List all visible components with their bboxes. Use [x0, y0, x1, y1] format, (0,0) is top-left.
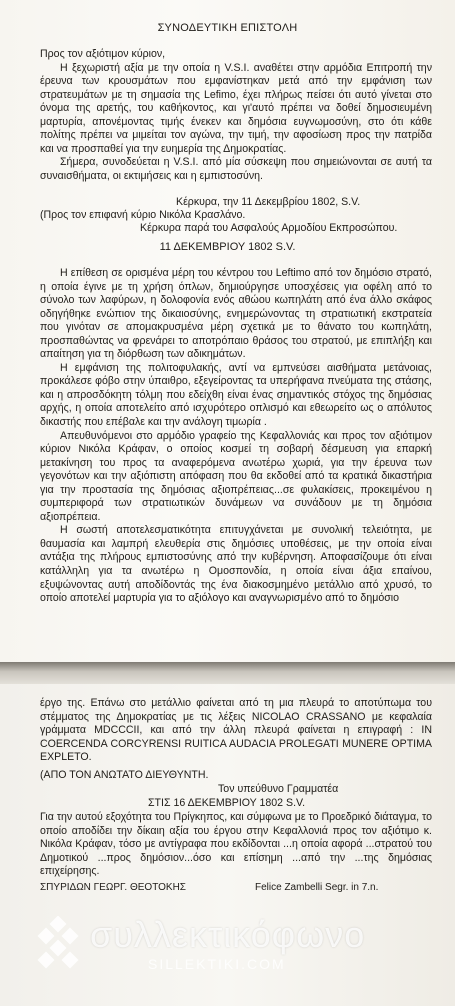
decree-paragraph-6: Για την αυτού εξοχότητα του Πρίγκηπος, και σύμφωνα με το Προεδρικό διάταγμα, το οποίο αποδίδει την δίκαιη αξία του έργου στην Κεφαλλονιά προς τον αξιότιμο κ. Νικόλα Κράφαν, τόσο με αντίγραφα που εκδίδονται ...η οποία αφορά ...στρατού του Δημοτικού ...προς δημόσιον...όσο και επίσημη ...από την ...της δημόσιας επιχείρησης. [40, 811, 432, 878]
second-date-line: ΣΤΙΣ 16 ΔΕΚΕΜΒΡΙΟΥ 1802 S.V. [148, 797, 306, 809]
secretary-line: Τον υπεύθυνο Γραμματέα [218, 783, 339, 795]
page-fold [0, 662, 455, 686]
signature-right: Felice Zambelli Segr. in 7.n. [255, 882, 379, 893]
letter-title: ΣΥΝΟΔΕΥΤΙΚΗ ΕΠΙΣΤΟΛΗ [157, 22, 298, 34]
letter-salutation: Προς τον αξιότιμον κύριον, [40, 48, 166, 60]
decree-paragraph-4: Η σωστή αποτελεσματικότητα επιτυγχάνεται με συνολική τελειότητα, με θαυμασία και λαμπρή ελευθερία στις δημόσιες υποθέσεις, με την οποία είναι αντάξια της πλήρους εμπιστοσύνης από την κυβέρνηση. Αποφασίζουμε ότι είναι κατάλληλη για τα ανωτέρω η Ομοσπονδία, η οποία είναι άξια επαίνου, εξυψώνοντας αυτή αποδίδοντάς της ένα διακοσμημένο μετάλλιο από χρυσό, το οποίο αποτελεί μαρτυρία για το αξιόλογο και αναγνωρισμένο από το δημόσιο [40, 524, 432, 605]
letter-paragraph-1: Η ξεχωριστή αξία με την οποία η V.S.I. αναθέτει στην αρμόδια Επιτροπή την έρευνα των κρουσμάτων που εμφανίστηκαν μετά από την εμφάνιση των στρατευμάτων με τη σημασία της Lefimo, έχει πλήρως πείσει ότι αυτό γίνεται στο όνομα της αρετής, του καθήκοντος, και γι'αυτό πρέπει να δοθεί δημοσιευμένη μαρτυρία, απονέμοντας τιμής ένεκεν και δημόσια ευγνωμοσύνη, στο ότι κάθε πολίτης πρέπει να μιμείται τον αγώνα, την τιμή, την αφοσίωση προς την πατρίδα και να προσπαθεί για την ευημερία της Δημοκρατίας. [40, 61, 432, 155]
grid-logo-icon [30, 916, 86, 972]
final-decree [40, 811, 432, 879]
decree-date-heading: 11 ΔΕΚΕΜΒΡΙΟΥ 1802 S.V. [159, 241, 296, 253]
watermark [20, 912, 440, 982]
signature-left: ΣΠΥΡΙΔΩΝ ΓΕΩΡΓ. ΘΕΟΤΟΚΗΣ [40, 882, 186, 893]
decree-paragraph-5: έργο της. Επάνω στο μετάλλιο φαίνεται από τη μια πλευρά το αποτύπωμα του στέμματος της Δημοκρατίας με τις λέξεις NICOLAO CRASSANO με κεφαλαία γράμματα MDCCCII, και από την άλλη πλευρά φαίνεται η επιγραφή : IN COERCENDA CORCYRENSI RUITICA AUDACIA PROLEGATI MUNERE OPTIMA EXPLETO. [40, 697, 432, 764]
awarder-line: (ΑΠΟ ΤΟΝ ΑΝΩΤΑΤΟ ΔΙΕΥΘΥΝΤΗ. [40, 769, 209, 781]
decree-continuation [40, 697, 432, 765]
letter-signed-by: Κέρκυρα παρά του Ασφαλούς Αρμοδίου Εκπροσώπου. [140, 222, 398, 234]
decree-paragraph-2: Η εμφάνιση της πολιτοφυλακής, αντί να εμπνεύσει αισθήματα μετάνοιας, προκάλεσε φόβο στην ύπαιθρο, εξεγείροντας τα υπερήφανα πνεύματα της στάσης, και η απροσδόκητη τόλμη που εδείχθη είναι ένας σημαντικός στόχος της δημόσιας αρχής, η οποία αποτελείτο από ισχυρότερο οπλισμό και εθεωρείτο ως ο απόλυτος δικαστής που επέβαλε και την ανάλογη τιμωρία . [40, 361, 432, 429]
cover-letter [40, 48, 432, 183]
decree-paragraph-1: Η επίθεση σε ορισμένα μέρη του κέντρου του Leftimo από τον δημόσιο στρατό, η οποία έγινε με τη χρήση όπλων, δημιούργησε υποσχέσεις για οφέλη από το σύνολο των λαφύρων, η δολοφονία ενός αθώου κωπηλάτη από ένα άλλο σκάφος οδηγήθηκε ενώπιον της δικαιοσύνης, ενημερώνοντας τη στρατιωτική εκστρατεία που γινόταν σε απομακρυσμένα μέρη σχετικά με το θάνατο του κωπηλάτη, προσπαθώντας να φρενάρει το αποτρόπαιο θράσος του στρατού, με επιπλήξη και απαίτηση για τη διόρθωση των αδικημάτων. [40, 267, 432, 361]
letter-sign-date: Κέρκυρα, την 11 Δεκεμβρίου 1802, S.V. [176, 196, 361, 208]
letter-paragraph-2: Σήμερα, συνοδεύεται η V.S.I. από μία σύσκεψη που σημειώνονται σε αυτή τα συναισθήματα, οι εκτιμήσεις και η εμπιστοσύνη. [40, 156, 432, 182]
decree-paragraph-3: Απευθυνόμενοι στο αρμόδιο γραφείο της Κεφαλλονιάς και προς τον αξιότιμον κύριον Νικόλα Κράφαν, ο οποίος κοσμεί τη σοβαρή δέσμευση για επαρκή μετακίνηση του προς τα αναφερόμενα ανωτέρω χωριά, για την έρευνα των γεγονότων και την αξιόπιστη απόφαση που θα εκδοθεί από τα κρατικά δικαστήρια για την προστασία της δημόσιας αξιοπρέπειας...σε φυλακίσεις, προκειμένου η συμπεριφορά των στρατιωτικών δυνάμεων να συνάδουν με τη δημόσια αξιοπρέπεια. [40, 429, 432, 523]
letter-recipient-note: (Προς τον επιφανή κύριο Νικόλα Κρασλάνο. [40, 209, 246, 221]
watermark-brand: συλλεκτικόφωνο [90, 914, 366, 955]
decree-body [40, 267, 432, 606]
watermark-site: SILLEKTIKI.COM [148, 956, 286, 972]
